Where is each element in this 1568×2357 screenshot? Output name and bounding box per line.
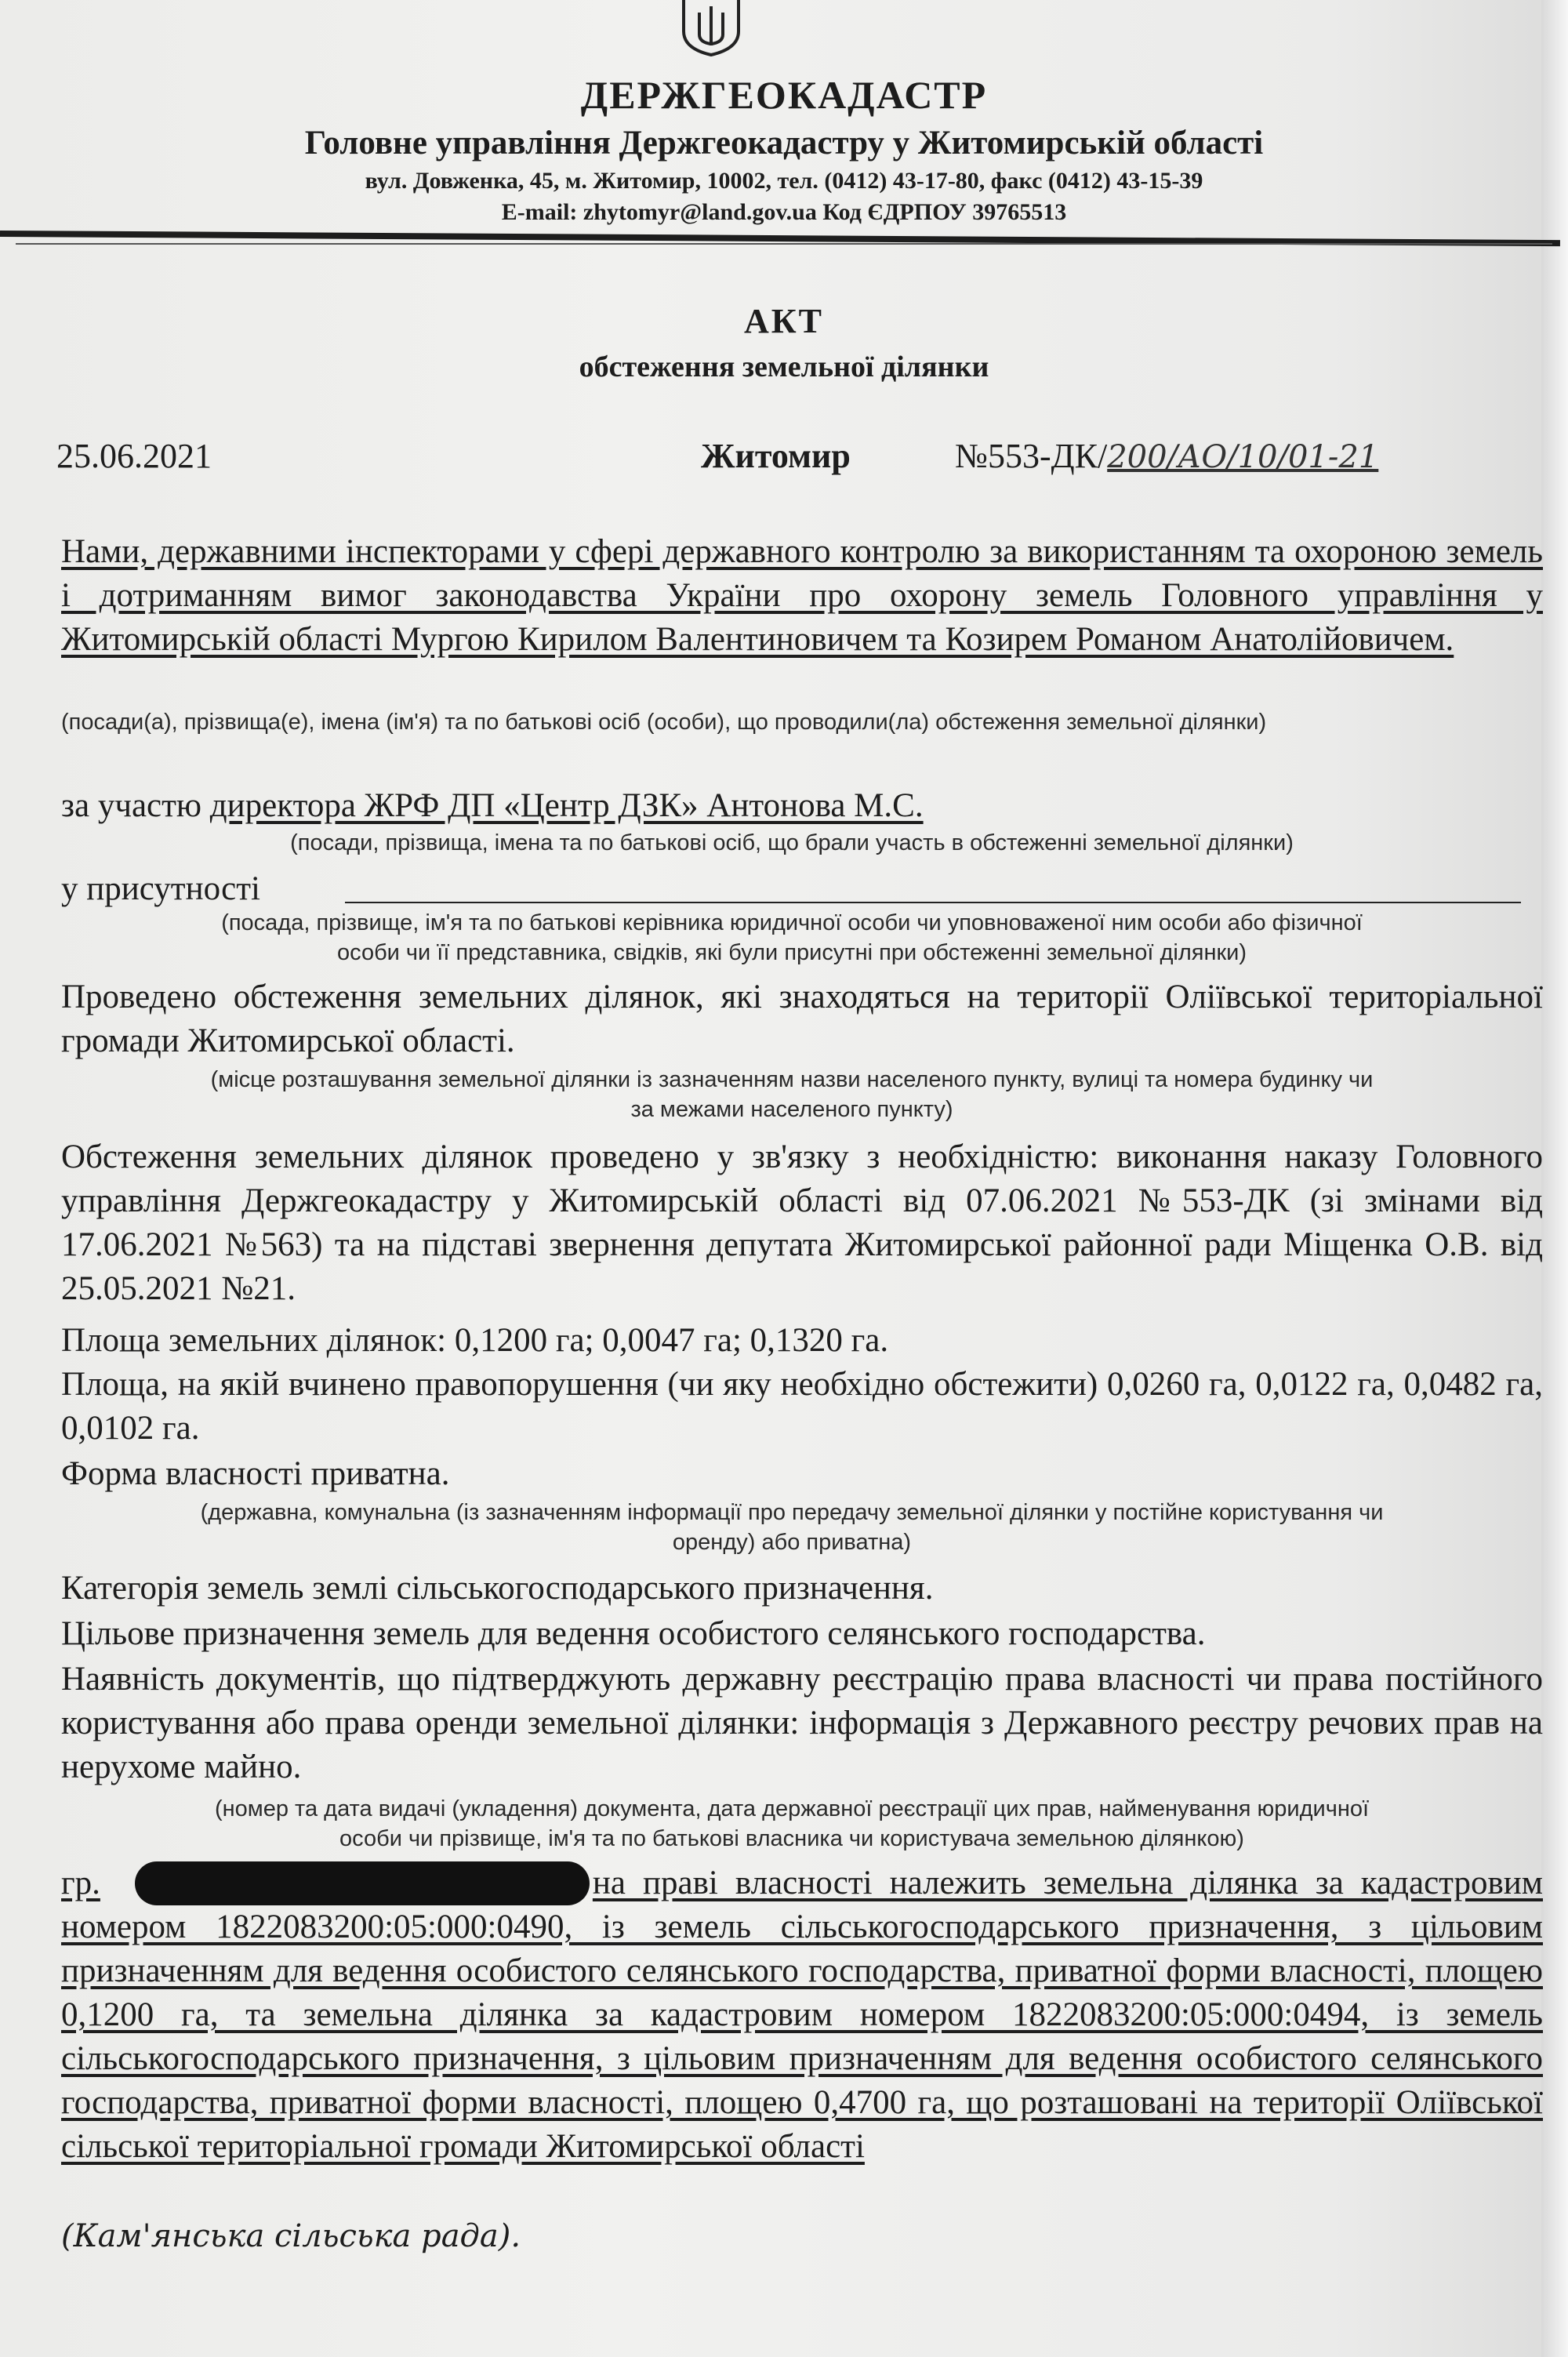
act-number bbox=[955, 436, 1378, 476]
act-number-handwritten: 200/АО/10/01-21 bbox=[1107, 439, 1379, 475]
org-department: Головне управління Держгеокадастру у Житомирській області bbox=[304, 125, 1264, 162]
location-note-1: (місце розташування земельної ділянки із зазначенням назви населеного пункту, вулиці та номера будинку чи bbox=[210, 1067, 1374, 1092]
act-city: Житомир bbox=[701, 437, 851, 475]
participation-label: за участю bbox=[61, 787, 202, 824]
inspectors-note: (посади(а), прізвища(е), імена (ім'я) та по батькові осіб (особи), що проводили(ла) обстеження земельної ділянки) bbox=[61, 710, 1267, 735]
reason-paragraph: Обстеження земельних ділянок проведено у зв'язку з необхідністю: виконання наказу Головного управління Держгеокадастру у Житомирській області від 07.06.2021 №553-ДК (зі змінами від 17.06.2021 №563) та на підставі звернення депутата Житомирської районної ради Міщенка О.В. від 25.05.2021 №21. bbox=[61, 1139, 1543, 1307]
area-line: Площа земельних ділянок: 0,1200 га; 0,0047 га; 0,1320 га. bbox=[61, 1322, 889, 1359]
inspectors-paragraph: Нами, державними інспекторами у сфері державного контролю за використанням та охороною земель і дотриманням вимог законодавства України про охорону земель Головного управління у Житомирській області Мургою Кирилом Валентиновичем та Козирем Романом Анатолійовичем. bbox=[61, 533, 1543, 658]
document-title: АКТ bbox=[743, 302, 825, 340]
category-line: Категорія земель землі сільськогосподарського призначення. bbox=[61, 1570, 934, 1607]
presence-note-2: особи чи її представника, свідків, які були присутні при обстеженні земельної ділянки) bbox=[336, 940, 1247, 965]
header-divider-thin bbox=[16, 243, 1552, 245]
document-subtitle: обстеження земельної ділянки bbox=[579, 350, 989, 383]
documents-note-2: особи чи прізвище, ім'я та по батькові власника чи користувача земельною ділянкою) bbox=[339, 1826, 1244, 1851]
owner-prefix: гр. bbox=[61, 1865, 100, 1901]
org-address: вул. Довженка, 45, м. Житомир, 10002, тел. (0412) 43-17-80, факс (0412) 43-15-39 bbox=[365, 168, 1203, 194]
participation-value: директора ЖРФ ДП «Центр ДЗК» Антонова М.С. bbox=[209, 787, 924, 824]
location-paragraph: Проведено обстеження земельних ділянок, які знаходяться на території Олiївської територіальної громади Житомирської області. bbox=[61, 979, 1543, 1059]
presence-label: у присутності bbox=[61, 870, 260, 907]
presence-note-1: (посада, прізвище, ім'я та по батькові керівника юридичної особи чи уповноваженої ним особи або фізичної bbox=[221, 910, 1363, 935]
trident-emblem-icon bbox=[676, 0, 746, 56]
ownership-note-2: оренду) або приватна) bbox=[672, 1530, 912, 1555]
org-name: ДЕРЖГЕОКАДАСТР bbox=[580, 73, 988, 117]
owner-tail: (Кам'янська сільська рада). bbox=[61, 2218, 521, 2254]
owner-paragraph bbox=[61, 1861, 1543, 2169]
documents-paragraph: Наявність документів, що підтверджують державну реєстрацію права власності чи права постійного користування або права оренди земельної ділянки: інформація з Державного реєстру речових прав на нерухоме майно. bbox=[61, 1661, 1543, 1785]
ownership-note-1: (державна, комунальна (із зазначенням інформації про передачу земельної ділянки у постійне користування чи bbox=[200, 1500, 1384, 1525]
violation-area-paragraph: Площа, на якій вчинено правопорушення (чи яку необхідно обстежити) 0,0260 га, 0,0122 га, 0,0482 га, 0,0102 га. bbox=[61, 1366, 1543, 1447]
ownership-line: Форма власності приватна. bbox=[61, 1455, 450, 1492]
act-date: 25.06.2021 bbox=[56, 437, 212, 475]
owner-text: на праві власності належить земельна ділянка за кадастровим номером 1822083200:05:000:0490, із земель сільськогосподарського призначення, з цільовим призначенням для ведення особистого селянського господарства, приватної форми власності, площею 0,1200 га, та земельна ділянка за кадастровим номером 1822083200:05:000:0494, із земель сільськогосподарського призначення, з цільовим призначенням для ведення особистого селянського господарства, приватної форми власності, площею 0,4700 га, що розташовані на території Олiївської сільської територіальної громади Житомирської області bbox=[61, 1865, 1543, 2165]
act-number-printed: №553-ДК/ bbox=[955, 437, 1108, 475]
purpose-line: Цільове призначення земель для ведення особистого селянського господарства. bbox=[61, 1615, 1206, 1652]
presence-blank-line bbox=[345, 902, 1521, 903]
location-note-2: за межами населеного пункту) bbox=[630, 1097, 953, 1122]
documents-note-1: (номер та дата видачі (укладення) документа, дата державної реєстрації цих прав, найменування юридичної bbox=[214, 1796, 1370, 1821]
participation-line bbox=[61, 784, 1543, 828]
participation-note: (посади, прізвища, імена та по батькові осіб, що брали участь в обстеженні земельної ділянки) bbox=[290, 830, 1294, 855]
org-email: E-mail: zhytomyr@land.gov.ua Код ЄДРПОУ 39765513 bbox=[501, 199, 1067, 225]
